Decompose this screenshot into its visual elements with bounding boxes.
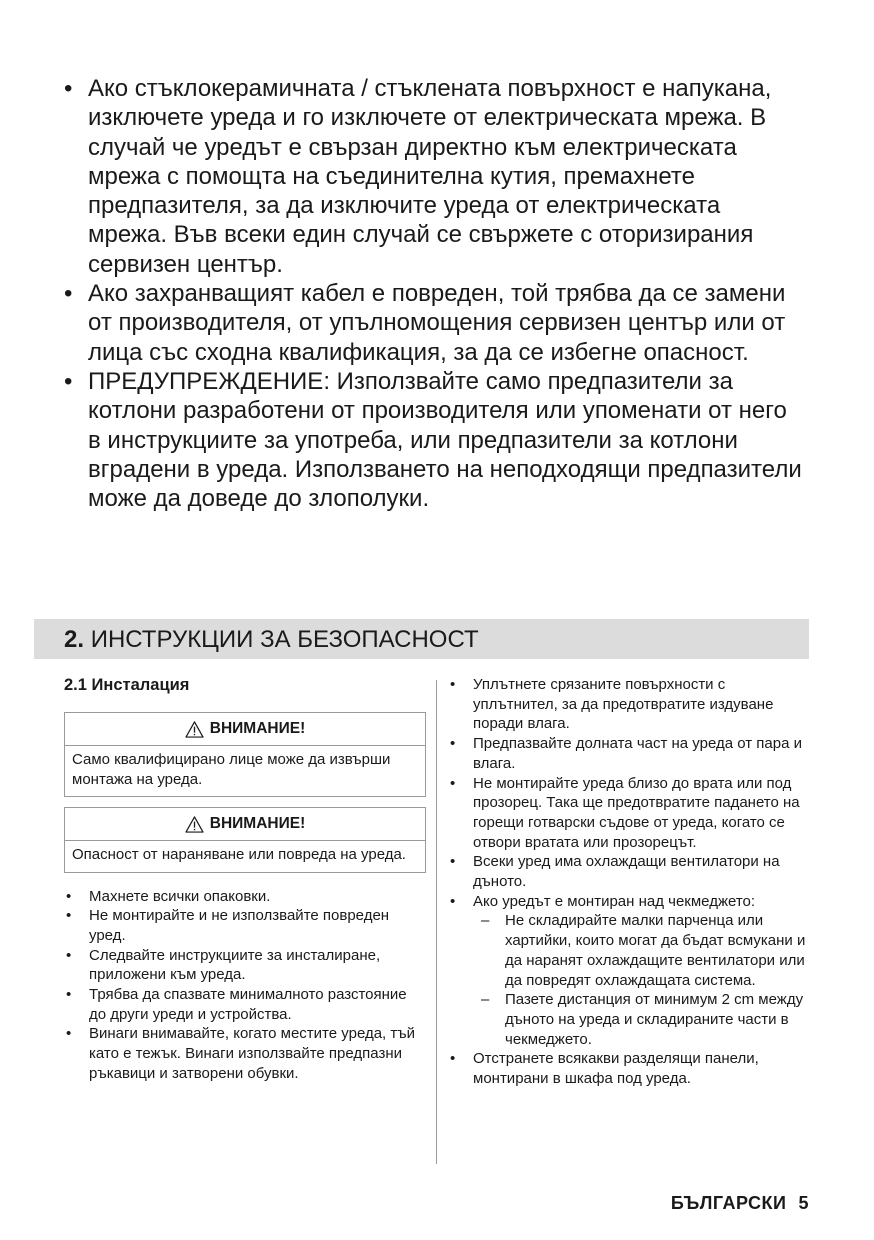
drawer-sub-list [473,911,810,1049]
list-item: • Следвайте инструкциите за инсталиране, приложени към уреда. [64,946,426,985]
top-bullet-list [64,74,804,513]
list-item: • Всеки уред има охлаждащи вентилатори на дъното. [448,852,810,891]
column-divider [436,680,437,1164]
list-item [448,892,810,1050]
warning-box [64,807,426,873]
top-bullet-item: • Ако захранващият кабел е повреден, той трябва да се замени от производителя, от упълномощения сервизен център или от лица със сходна квалификация, за да се избегне опасност. [64,279,804,367]
installation-bullet-list-continued [448,675,810,1089]
warning-text: Само квалифицирано лице може да извърши монтажа на уреда. [72,751,391,788]
page-number: 5 [798,1193,809,1213]
top-bullet-item: • Ако стъклокерамичната / стъклената повърхност е напукана, изключете уреда и го изключете от електрическата мрежа. В случай че уредът е свързан директно към електрическата мрежа с помощта на съединителна кутия, премахнете предпазителя, за да изключите уреда от електрическата мрежа. Във всеки един случай се свържете с оторизирания сервизен център. [64,74,804,279]
warning-triangle-icon [185,816,204,833]
warning-box [64,712,426,797]
list-item: • Не монтирайте и не използвайте повреден уред. [64,906,426,945]
warning-heading: ВНИМАНИЕ! [209,815,306,832]
right-column [448,675,810,1089]
top-bullet-item: • ПРЕДУПРЕЖДЕНИЕ: Използвайте само предпазители за котлони разработени от производителя или упоменати от него в инструкциите за употреба, или предпазители за котлони вградени в уреда. Използването на неподходящи предпазители може да доведе до злополуки. [64,367,804,513]
subsection-title: 2.1 Инсталация [64,676,190,694]
warning-heading: ВНИМАНИЕ! [209,720,306,737]
list-item: • Не монтирайте уреда близо до врата или под прозорец. Така ще предотвратите падането на горещи готварски съдове от уреда, когато се отвори вратата или прозорецът. [448,774,810,853]
list-item: • Уплътнете срязаните повърхности с уплътнител, за да предотвратите издуване поради влага. [448,675,810,734]
footer-language: БЪЛГАРСКИ [670,1193,787,1213]
installation-bullet-list [64,887,426,1084]
section-title-text: ИНСТРУКЦИИ ЗА БЕЗОПАСНОСТ [90,626,479,653]
left-column [64,674,426,1084]
warning-header [65,713,425,746]
list-item: • Махнете всички опаковки. [64,887,426,907]
list-item-text: Ако уредът е монтиран над чекмеджето: [473,892,756,910]
warning-triangle-icon [185,721,204,738]
section-number: 2. [64,626,85,653]
sub-list-item: – Пазете дистанция от минимум 2 cm между дъното на уреда и складираните части в чекмеджето. [473,990,810,1049]
list-item: • Отстранете всякакви разделящи панели, монтирани в шкафа под уреда. [448,1049,810,1088]
section-title [64,625,479,655]
list-item: • Предпазвайте долната част на уреда от пара и влага. [448,734,810,773]
warning-header [65,808,425,841]
page-footer [671,1193,809,1214]
list-item: • Винаги внимавайте, когато местите уреда, тъй като е тежък. Винаги използвайте предпазни ръкавици и затворени обувки. [64,1024,426,1083]
warning-text: Опасност от нараняване или повреда на уреда. [72,846,406,863]
sub-list-item: – Не складирайте малки парченца или хартийки, които могат да бъдат всмукани и да наранят охлаждащите вентилатори или да повредят охлаждащата система. [473,911,810,990]
list-item: • Трябва да спазвате минималното разстояние до други уреди и устройства. [64,985,426,1024]
